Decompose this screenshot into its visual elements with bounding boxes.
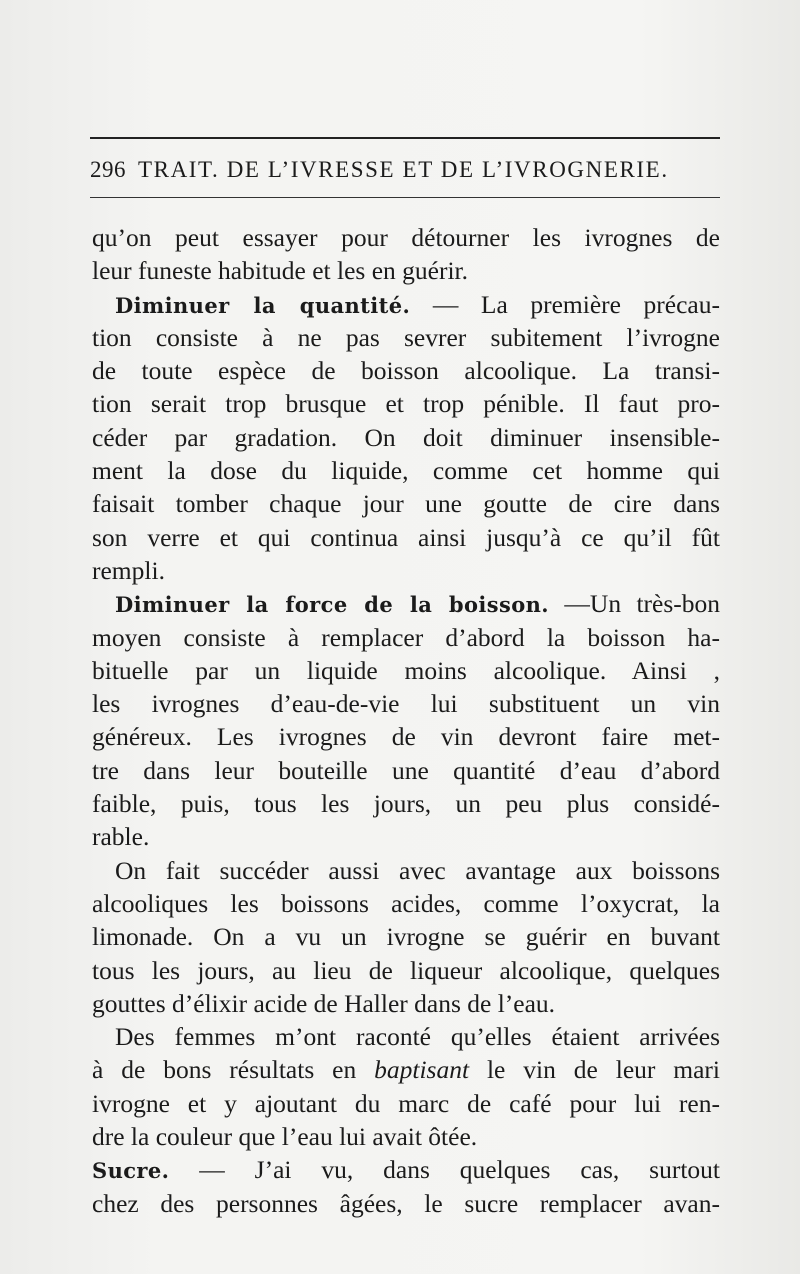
- text-line: gouttes d’élixir acide de Haller dans de l’eau.: [92, 988, 556, 1018]
- text-line: ivrogne et y ajoutant du marc de café pour lui ren-: [92, 1088, 720, 1118]
- text-line: tion consiste à ne pas sevrer subitement l’ivrogne: [92, 322, 720, 352]
- text-run: —Un très-bon: [564, 589, 720, 619]
- text-line: son verre et qui continua ainsi jusqu’à ce qu’il fût: [92, 522, 720, 552]
- text-line: les ivrognes d’eau-de-vie lui substituent un vin: [92, 689, 720, 719]
- text-line: céder par gradation. On doit diminuer insensible-: [92, 422, 720, 452]
- text-line: limonade. On a vu un ivrogne se guérir en buvant: [92, 922, 720, 952]
- text-line: ment la dose du liquide, comme cet homme qui: [92, 456, 720, 486]
- text-line: tion serait trop brusque et trop pénible. Il faut pro-: [92, 389, 720, 419]
- text-line: faible, puis, tous les jours, un peu plus considé-: [92, 789, 720, 819]
- text-line: rempli.: [92, 555, 165, 585]
- text-run: — J’ai vu, dans quelques cas, surtout: [199, 1155, 720, 1185]
- text-line: faisait tomber chaque jour une goutte de cire dans: [92, 489, 720, 519]
- running-header: [90, 150, 720, 190]
- paragraph-baptisant: [92, 1053, 720, 1086]
- text-line: moyen consiste à remplacer d’abord la boisson ha-: [92, 622, 720, 652]
- text-line: leur funeste habitude et les en guérir.: [92, 256, 468, 286]
- paragraph-sucre: [92, 1153, 720, 1186]
- header-bottom-rule: [90, 197, 720, 198]
- text-line: On fait succéder aussi avec avantage aux boissons: [115, 855, 720, 885]
- text-line: tre dans leur bouteille une quantité d’eau d’abord: [92, 755, 720, 785]
- text-line: bituelle par un liquide moins alcoolique. Ainsi ,: [92, 655, 720, 685]
- section-heading: Diminuer la quantité.: [115, 292, 411, 318]
- header-top-rule: [90, 137, 720, 139]
- text-line: alcooliques les boissons acides, comme l’oxycrat, la: [92, 888, 720, 918]
- text-run: le vin de leur mari: [486, 1055, 721, 1085]
- text-line: de toute espèce de boisson alcoolique. La transi-: [92, 356, 720, 386]
- text-run: à de bons résultats en: [92, 1055, 357, 1085]
- text-line: tous les jours, au lieu de liqueur alcoolique, quelques: [92, 955, 720, 985]
- section-heading: Sucre.: [92, 1158, 170, 1184]
- italic-word: baptisant: [374, 1055, 470, 1085]
- page-number: 296: [90, 157, 126, 182]
- paragraph-quantite: [115, 288, 720, 321]
- body-text: [92, 221, 721, 1220]
- text-line: rable.: [92, 822, 150, 852]
- section-heading: Diminuer la force de la boisson.: [115, 592, 550, 618]
- text-line: Des femmes m’ont raconté qu’elles étaient arrivées: [115, 1022, 720, 1052]
- text-run: — La première précau-: [432, 289, 720, 319]
- text-line: généreux. Les ivrognes de vin devront faire met-: [92, 722, 720, 752]
- paragraph-force: [115, 587, 720, 620]
- text-line: qu’on peut essayer pour détourner les ivrognes de: [92, 223, 720, 252]
- running-title: TRAIT. DE L’IVRESSE ET DE L’IVROGNERIE.: [138, 157, 669, 182]
- text-line: chez des personnes âgées, le sucre remplacer avan-: [92, 1188, 720, 1218]
- text-line: dre la couleur que l’eau lui avait ôtée.: [92, 1122, 478, 1152]
